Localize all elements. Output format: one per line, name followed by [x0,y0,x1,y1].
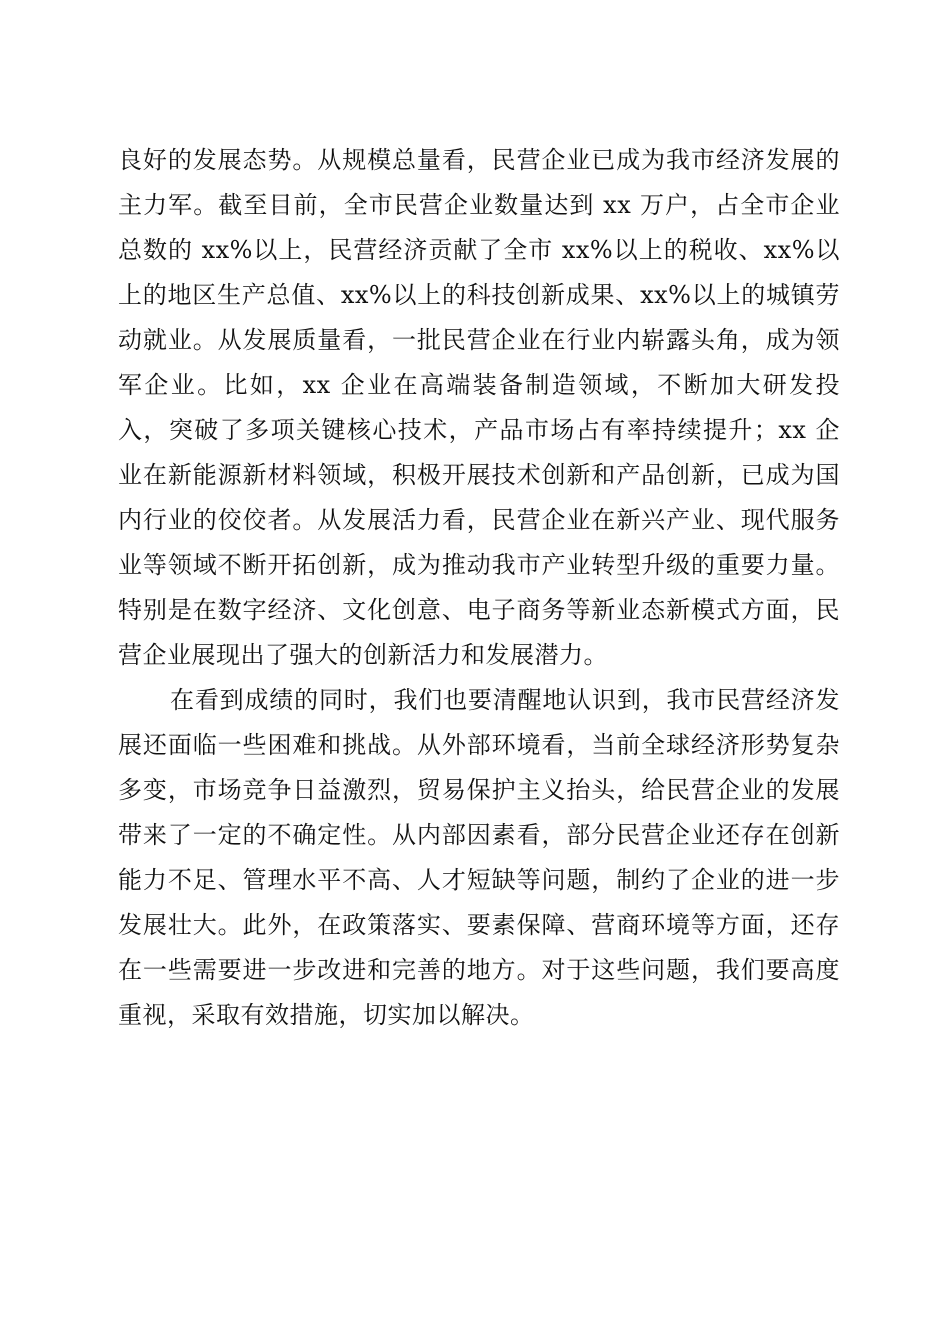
paragraph-1: 良好的发展态势。从规模总量看，民营企业已成为我市经济发展的主力军。截至目前，全市民营企业数量达到 xx 万户，占全市企业总数的 xx%以上，民营经济贡献了全市 xx%以上的税收、xx%以上的地区生产总值、xx%以上的科技创新成果、xx%以上的城镇劳动就业。从发展质量看，一批民营企业在行业内崭露头角，成为领军企业。比如，xx 企业在高端装备制造领域，不断加大研发投入，突破了多项关键核心技术，产品市场占有率持续提升；xx 企业在新能源新材料领域，积极开展技术创新和产品创新，已成为国内行业的佼佼者。从发展活力看，民营企业在新兴产业、现代服务业等领域不断开拓创新，成为推动我市产业转型升级的重要力量。特别是在数字经济、文化创意、电子商务等新业态新模式方面，民营企业展现出了强大的创新活力和发展潜力。 [118,146,840,669]
paragraph-2: 在看到成绩的同时，我们也要清醒地认识到，我市民营经济发展还面临一些困难和挑战。从外部环境看，当前全球经济形势复杂多变，市场竞争日益激烈，贸易保护主义抬头，给民营企业的发展带来了一定的不确定性。从内部因素看，部分民营企业还存在创新能力不足、管理水平不高、人才短缺等问题，制约了企业的进一步发展壮大。此外，在政策落实、要素保障、营商环境等方面，还存在一些需要进一步改进和完善的地方。对于这些问题，我们要高度重视，采取有效措施，切实加以解决。 [118,686,840,1029]
document-body [118,138,840,1038]
